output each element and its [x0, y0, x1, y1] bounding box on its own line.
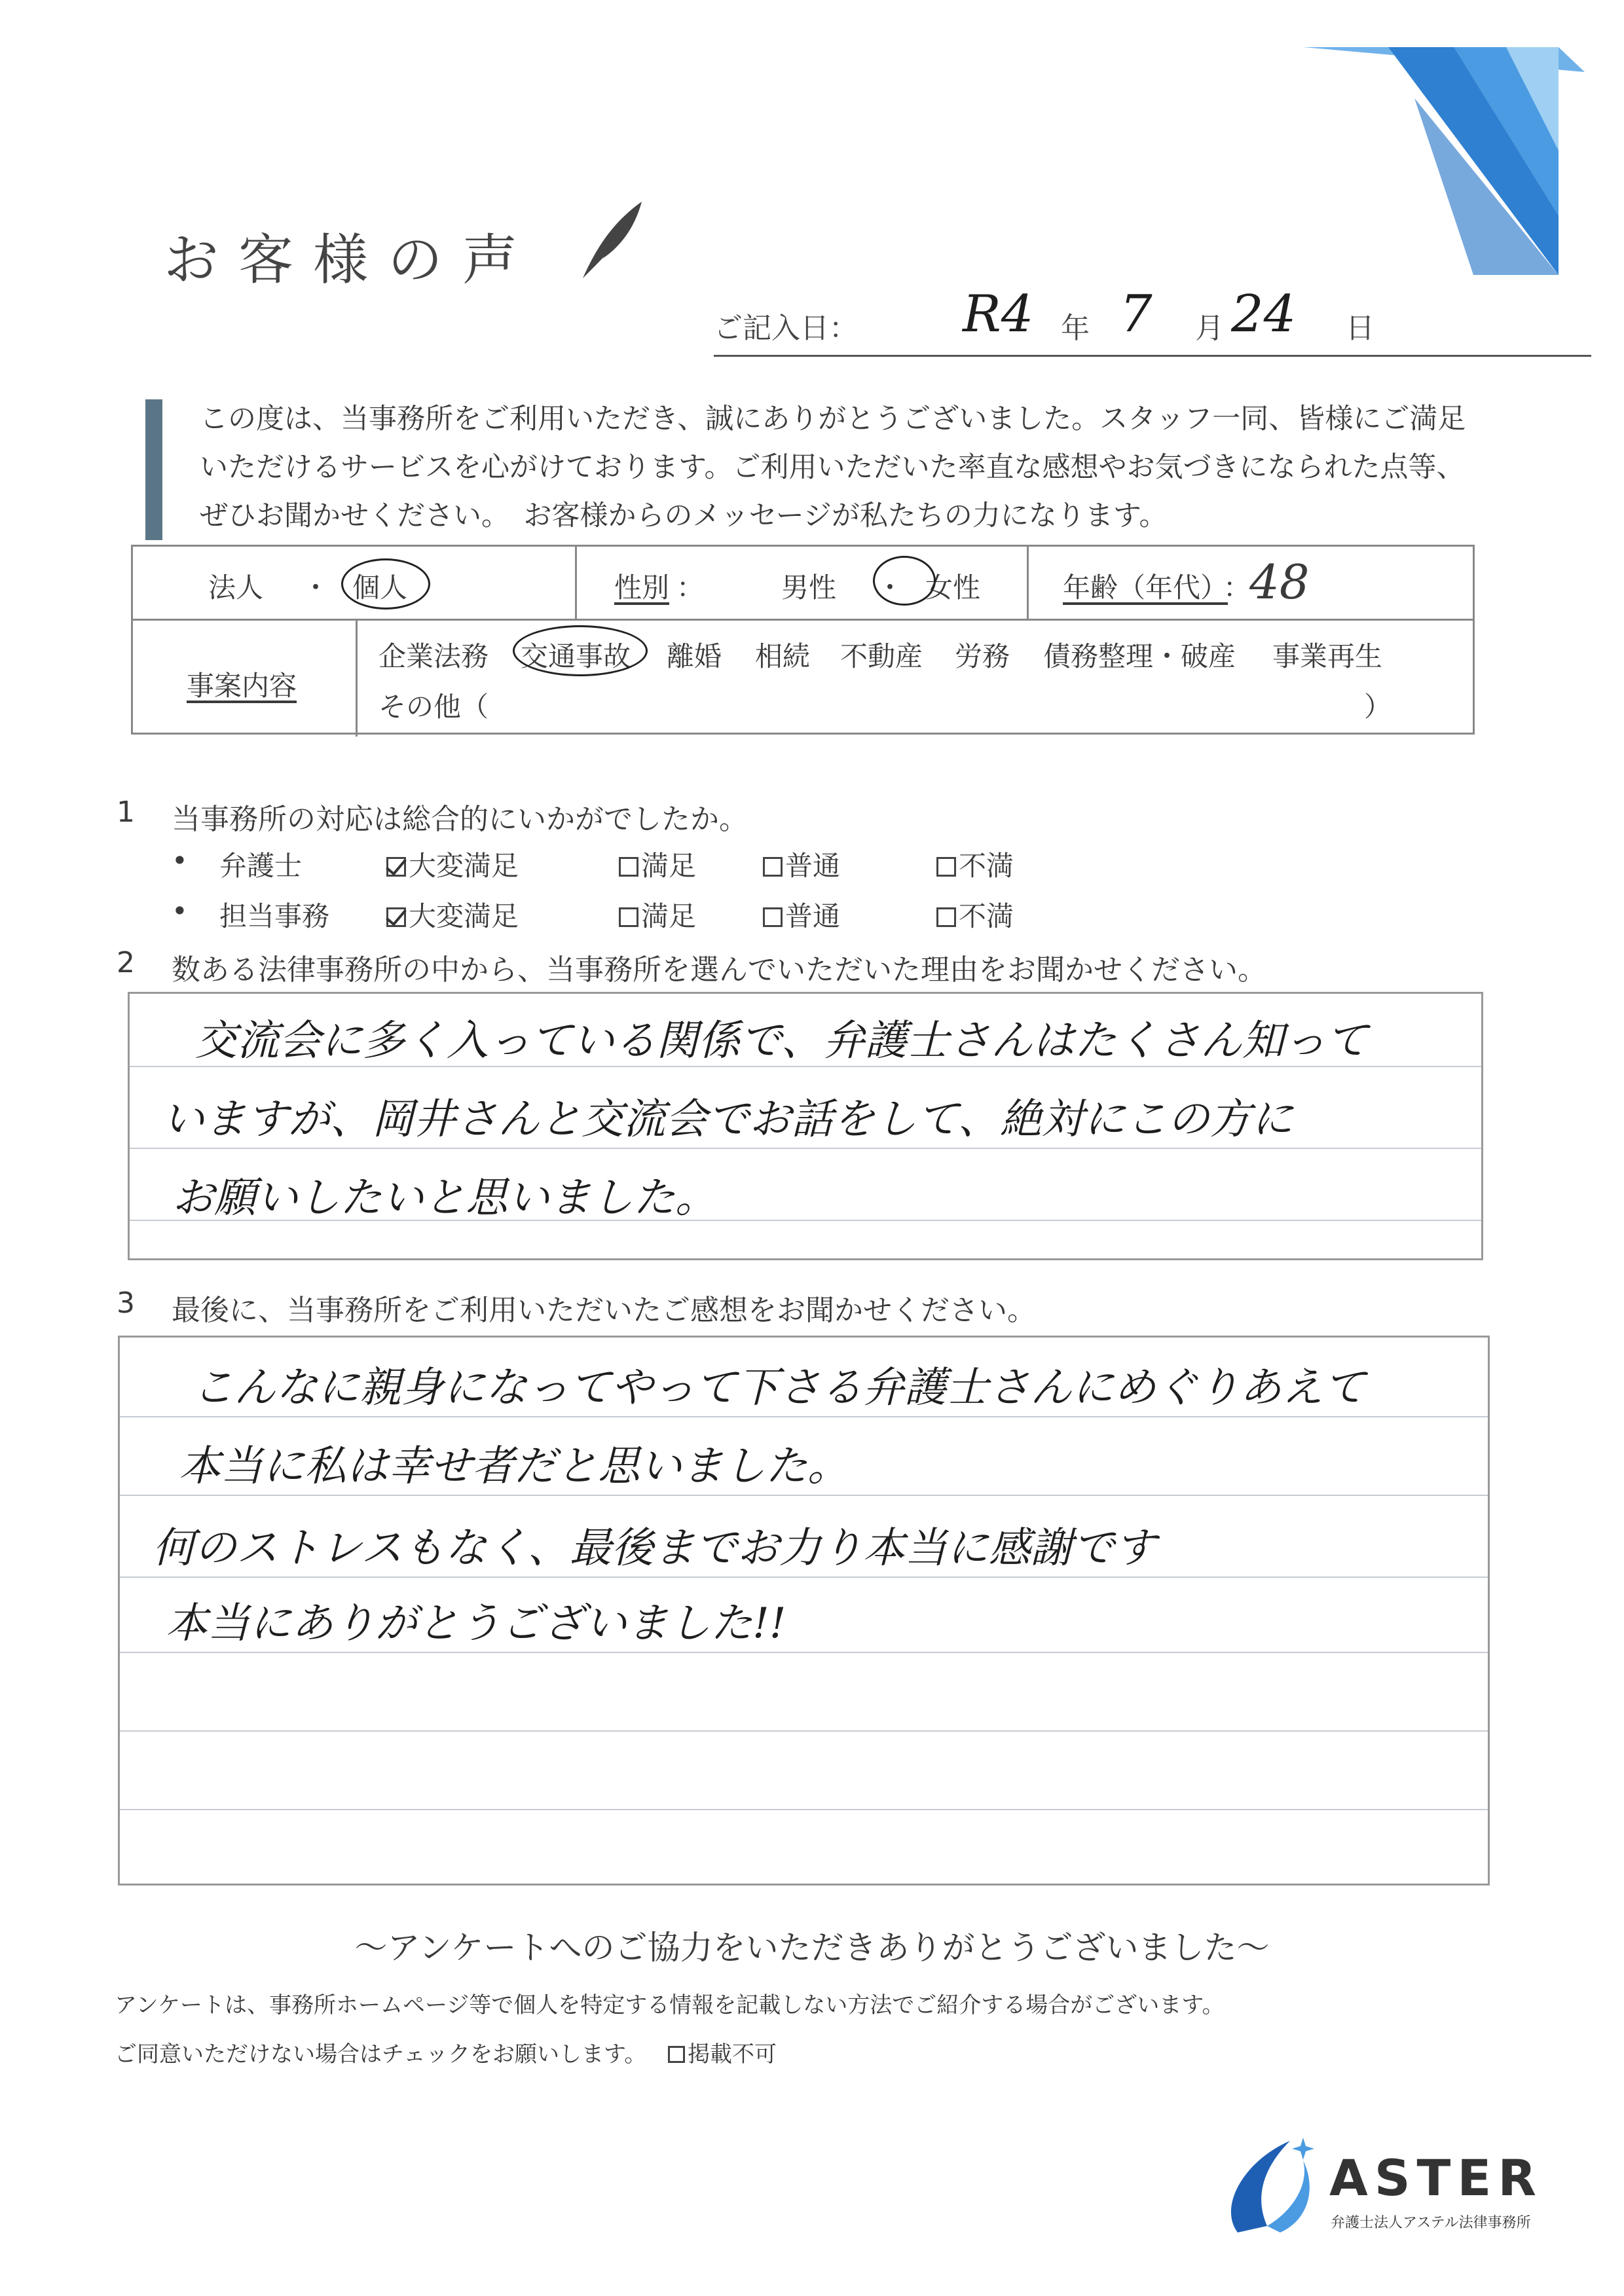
q3-answer-line: 本当に私は幸せ者だと思いました。 — [179, 1442, 849, 1491]
intro-line: この度は、当事務所をご利用いただき、誠にありがとうございました。スタッフ一同、皆様にご満足 — [200, 403, 1466, 435]
footer-note: ご同意いただけない場合はチェックをお願いします。 — [115, 2041, 647, 2068]
type-separator: ・ — [302, 572, 330, 604]
q2-answer-line: いますが、岡井さんと交流会でお話をして、絶対にこの方に — [162, 1095, 1293, 1144]
q2-answer-line: 交流会に多く入っている関係で、弁護士さんはたくさん知って — [195, 1017, 1368, 1065]
q1-option: 不満 — [936, 895, 1014, 934]
q1-bullet: • — [172, 845, 188, 877]
intro-text — [200, 395, 1509, 540]
footer-note: アンケートは、事務所ホームページ等で個人を特定する情報を記載しない方法でご紹介する場合がございます。 — [115, 1992, 1225, 2018]
checkbox-checked[interactable] — [386, 907, 406, 927]
checkbox[interactable] — [936, 857, 956, 877]
q1-row-label: 担当事務 — [219, 900, 330, 932]
q2-question: 数ある法律事務所の中から、当事務所を選んでいただいた理由をお聞かせください。 — [172, 953, 1266, 987]
date-label: ご記入日： — [714, 312, 858, 345]
q1-option: 満足 — [619, 845, 696, 884]
gender-male: 男性 — [781, 572, 837, 604]
checkbox[interactable] — [619, 857, 638, 877]
checkbox[interactable] — [763, 907, 783, 927]
intro-line: ぜひお聞かせください。 お客様からのメッセージが私たちの力になります。 — [200, 500, 1168, 532]
q3-question: 最後に、当事務所をご利用いただいたご感想をお聞かせください。 — [172, 1294, 1036, 1327]
feather-icon — [576, 196, 648, 282]
date-row — [714, 285, 1591, 357]
selected-circle — [513, 625, 648, 676]
case-option: 離婚 — [667, 640, 722, 672]
age-label: 年齢（年代） — [1063, 572, 1228, 604]
gender-female: 女性 — [925, 572, 981, 604]
q1-option: 大変満足 — [386, 845, 519, 884]
case-option: 不動産 — [840, 640, 923, 672]
q1-option: 普通 — [763, 845, 840, 884]
selected-circle — [341, 558, 430, 610]
case-option: 事業再生 — [1272, 640, 1383, 672]
selected-circle — [873, 556, 936, 606]
age-colon: ： — [1223, 572, 1251, 604]
gender-label: 性別 — [614, 572, 670, 604]
day-unit: 日 — [1346, 312, 1375, 345]
no-publish-option: 掲載不可 — [668, 2036, 777, 2068]
date-era-year: R4 — [963, 285, 1034, 344]
q3-answer-line: 本当にありがとうございました!! — [166, 1599, 786, 1648]
checkbox[interactable] — [619, 907, 638, 927]
case-label: 事案内容 — [187, 670, 297, 702]
intro-accent-bar — [145, 399, 162, 540]
aster-logo-icon — [1218, 2134, 1329, 2239]
month-unit: 月 — [1195, 312, 1224, 345]
q3-number: 3 — [117, 1286, 135, 1320]
q2-answer-line: お願いしたいと思いました。 — [172, 1174, 717, 1222]
case-option: 企業法務 — [378, 640, 489, 672]
q3-answer-line: こんなに親身になってやって下さる弁護士さんにめぐりあえて — [192, 1364, 1365, 1412]
logo-subtitle: 弁護士法人アステル法律事務所 — [1331, 2215, 1531, 2231]
checkbox[interactable] — [763, 857, 783, 877]
q3-answer-box — [118, 1336, 1490, 1886]
logo-wordmark: ASTER — [1329, 2149, 1543, 2207]
case-option: 債務整理・破産 — [1043, 640, 1236, 672]
q1-option: 普通 — [763, 895, 840, 934]
q1-option: 満足 — [619, 895, 696, 934]
thanks-message: ～アンケートへのご協力をいただきありがとうございました～ — [354, 1929, 1270, 1967]
case-other-label: その他（ — [378, 691, 489, 723]
aster-logo — [1218, 2134, 1559, 2239]
gender-colon: ： — [676, 572, 705, 604]
date-month: 7 — [1120, 285, 1153, 344]
q2-answer-box — [128, 992, 1483, 1260]
q1-question: 当事務所の対応は総合的にいかがでしたか。 — [172, 803, 748, 836]
checkbox[interactable] — [668, 2046, 685, 2063]
q2-number: 2 — [117, 946, 135, 979]
gender-separator: ・ — [876, 572, 904, 604]
case-option: 交通事故 — [521, 640, 631, 672]
checkbox-checked[interactable] — [386, 857, 406, 877]
q1-bullet: • — [172, 895, 188, 927]
q1-option: 不満 — [936, 845, 1014, 884]
year-unit: 年 — [1061, 312, 1090, 345]
date-day: 24 — [1231, 285, 1297, 344]
q1-option: 大変満足 — [386, 895, 519, 934]
type-individual: 個人 — [352, 572, 408, 604]
q3-answer-line: 何のストレスもなく、最後までお力り本当に感謝です — [153, 1524, 1156, 1573]
case-other-close: ） — [1364, 691, 1392, 723]
case-option: 労務 — [955, 640, 1010, 672]
intro-line: いただけるサービスを心がけております。ご利用いただいた率直な感想やお気づきになられた点等、 — [200, 451, 1465, 484]
age-value: 48 — [1249, 555, 1310, 610]
q1-number: 1 — [117, 795, 135, 829]
case-option: 相続 — [755, 640, 811, 672]
profile-table — [131, 545, 1475, 735]
page-title: お客様の声 — [164, 228, 538, 292]
q1-row-label: 弁護士 — [219, 850, 303, 882]
checkbox[interactable] — [936, 907, 956, 927]
corner-decoration — [1257, 0, 1624, 275]
type-corporate: 法人 — [208, 572, 264, 604]
